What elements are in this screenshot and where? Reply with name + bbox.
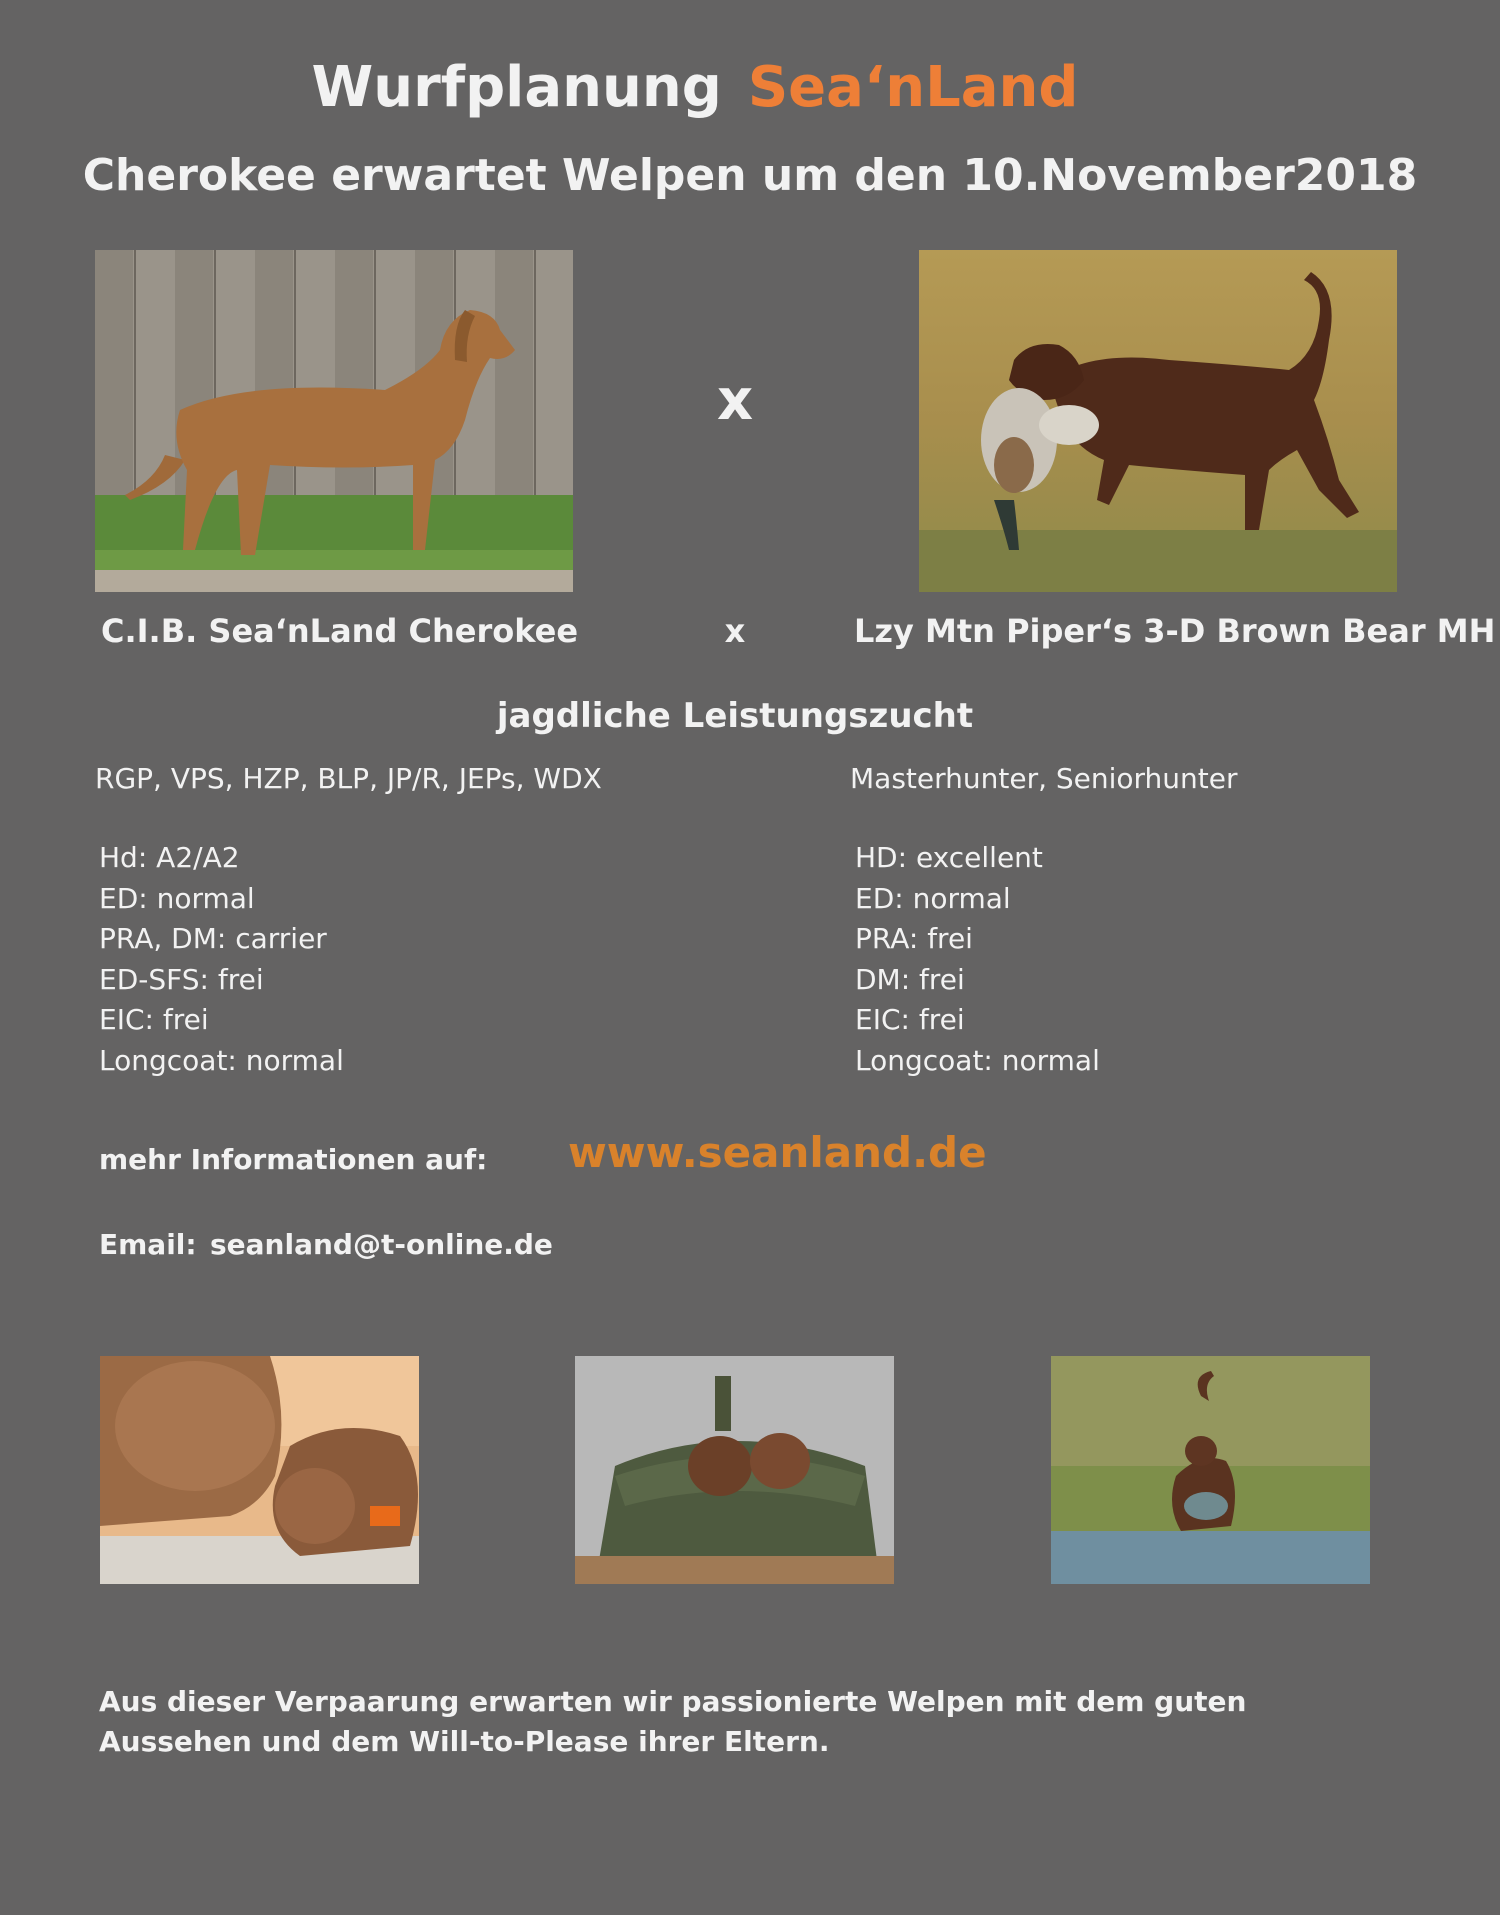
performance-heading: jagdliche Leistungszucht <box>496 696 974 736</box>
male-health-results <box>855 838 1100 1082</box>
title-text: Wurfplanung <box>311 55 722 120</box>
pairing-cross-symbol: x <box>716 368 754 433</box>
more-info-label: mehr Informationen auf: <box>99 1143 488 1176</box>
male-dog-name: Lzy Mtn Piper‘s 3-D Brown Bear MH <box>854 612 1496 650</box>
closing-statement: Aus dieser Verpaarung erwarten wir passionierte Welpen mit dem guten Aussehen und dem Will-to-Please ihrer Eltern. <box>99 1685 1247 1758</box>
male-health-pra: PRA: frei <box>855 922 973 956</box>
page-subtitle: Cherokee erwartet Welpen um den 10.November2018 <box>82 150 1418 201</box>
male-health-ed: ED: normal <box>855 881 1011 915</box>
puppy-photo-mother-and-puppy <box>100 1356 419 1584</box>
puppy-photo-retrieving-in-water <box>1051 1356 1370 1584</box>
page-title <box>0 55 1390 120</box>
male-titles: Masterhunter, Seniorhunter <box>850 762 1238 795</box>
names-cross-symbol: x <box>724 612 746 650</box>
email-label: Email: <box>99 1228 197 1261</box>
female-health-longcoat: Longcoat: normal <box>99 1043 344 1077</box>
website-link[interactable]: www.seanland.de <box>568 1128 987 1177</box>
female-health-hd: Hd: A2/A2 <box>99 841 240 874</box>
title-kennel-name: Sea‘nLand <box>747 55 1079 120</box>
male-dog-photo <box>919 250 1397 592</box>
female-health-ed-sfs: ED-SFS: frei <box>99 962 264 996</box>
female-health-pra-dm: PRA, DM: carrier <box>99 922 327 956</box>
female-dog-photo <box>95 250 573 592</box>
puppy-photo-puppies-in-bag <box>575 1356 894 1584</box>
email-link[interactable]: seanland@t-online.de <box>210 1228 553 1261</box>
male-health-longcoat: Longcoat: normal <box>855 1043 1100 1077</box>
female-health-results <box>99 838 344 1082</box>
male-health-dm: DM: frei <box>855 962 965 996</box>
female-health-ed: ED: normal <box>99 881 255 915</box>
male-health-hd: HD: excellent <box>855 841 1043 874</box>
male-health-eic: EIC: frei <box>855 1003 965 1037</box>
female-dog-name: C.I.B. Sea‘nLand Cherokee <box>101 612 579 650</box>
female-titles: RGP, VPS, HZP, BLP, JP/R, JEPs, WDX <box>95 762 602 795</box>
female-health-eic: EIC: frei <box>99 1003 209 1037</box>
